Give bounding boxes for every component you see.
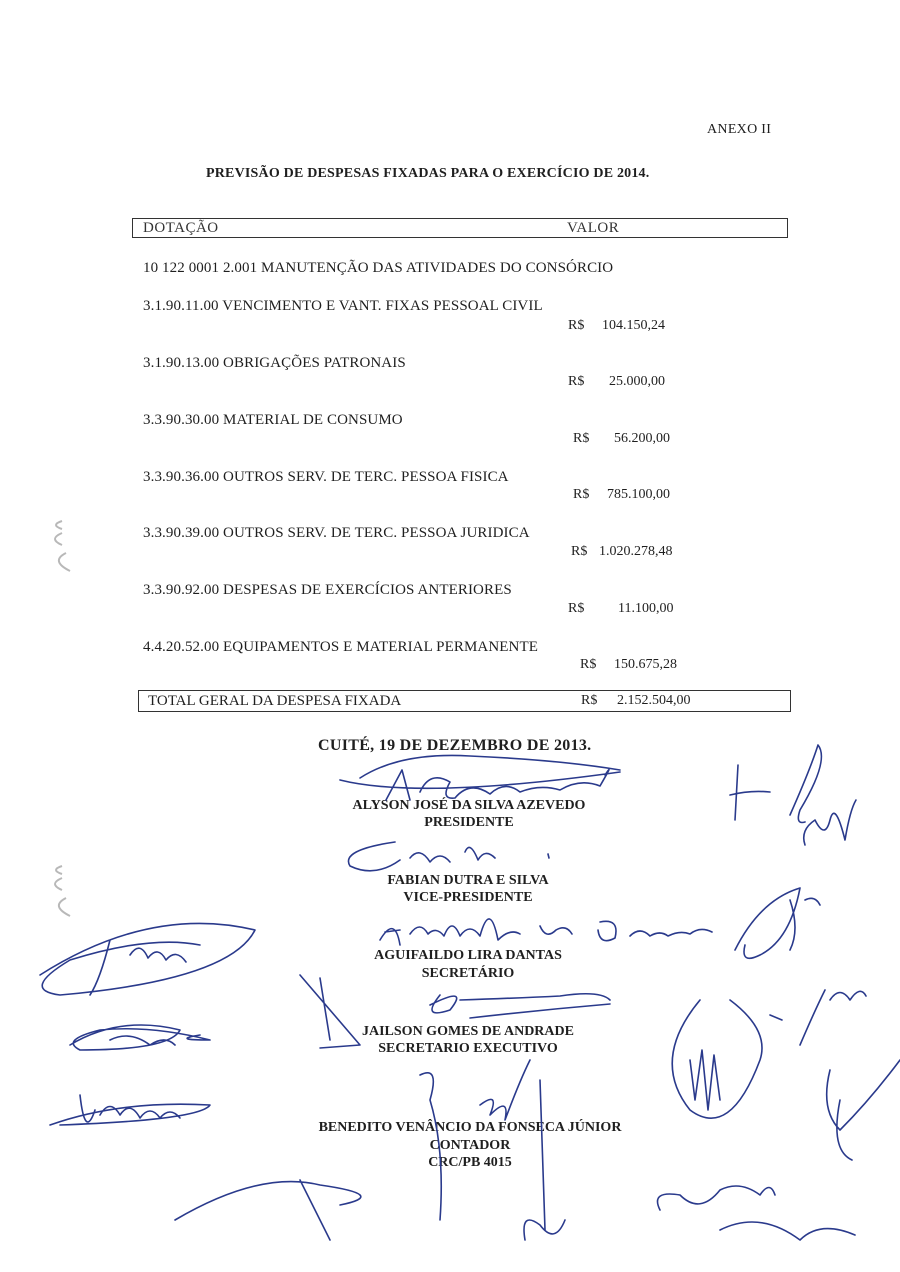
signature-left-4 [175, 1180, 361, 1240]
item-amount: R$ 785.100,00 [573, 487, 670, 502]
total-row [138, 690, 791, 712]
signature-left-2 [70, 1025, 210, 1050]
signature-secretary [380, 919, 712, 945]
item-label: 3.3.90.92.00 DESPESAS DE EXERCÍCIOS ANTERIORES [143, 582, 512, 598]
header-valor: VALOR [567, 220, 620, 236]
document-title: PREVISÃO DE DESPESAS FIXADAS PARA O EXERCÍCIO DE 2014. [206, 166, 650, 181]
punch-hole-mark-bottom [40, 860, 80, 920]
signatory-role: SECRETÁRIO [421, 966, 515, 981]
total-value: 2.152.504,00 [617, 693, 691, 708]
total-label: TOTAL GERAL DA DESPESA FIXADA [148, 693, 402, 709]
item-amount: R$ 25.000,00 [568, 374, 665, 389]
item-value: 150.675,28 [614, 657, 677, 672]
annex-label: ANEXO II [707, 122, 772, 137]
item-label: 4.4.20.52.00 EQUIPAMENTOS E MATERIAL PERMANENTE [143, 639, 538, 655]
item-value: 1.020.278,48 [599, 544, 673, 559]
signature-vice-president [348, 842, 549, 871]
item-amount: R$ 56.200,00 [573, 431, 670, 446]
item-label: 3.3.90.39.00 OUTROS SERV. DE TERC. PESSOA JURIDICA [143, 525, 530, 541]
item-value: 56.200,00 [614, 431, 670, 446]
total-currency: R$ [581, 693, 598, 708]
signature-left-1 [40, 923, 255, 995]
signature-right-1 [730, 745, 821, 823]
signature-right-3 [735, 888, 820, 958]
header-dotacao: DOTAÇÃO [143, 220, 219, 236]
item-value: 25.000,00 [609, 374, 665, 389]
signatory-role: VICE-PRESIDENTE [403, 890, 533, 905]
signatory-name: BENEDITO VENÂNCIO DA FONSECA JÚNIOR [318, 1120, 622, 1135]
item-label: 3.3.90.30.00 MATERIAL DE CONSUMO [143, 412, 403, 428]
item-amount: R$ 150.675,28 [580, 657, 677, 672]
signatory-name: FABIAN DUTRA E SILVA [387, 873, 549, 888]
item-value: 11.100,00 [618, 601, 674, 616]
signatory-registration: CRC/PB 4015 [428, 1155, 512, 1170]
item-label: 3.1.90.11.00 VENCIMENTO E VANT. FIXAS PESSOAL CIVIL [143, 298, 543, 314]
signatory-name: JAILSON GOMES DE ANDRADE [362, 1024, 574, 1039]
signature-right-4 [672, 990, 866, 1118]
item-label: 3.3.90.36.00 OUTROS SERV. DE TERC. PESSOA FISICA [143, 469, 509, 485]
signatory-role: CONTADOR [429, 1138, 511, 1153]
place-date: CUITÉ, 19 DE DEZEMBRO DE 2013. [318, 737, 592, 754]
program-line: 10 122 0001 2.001 MANUTENÇÃO DAS ATIVIDADES DO CONSÓRCIO [143, 260, 614, 276]
signature-right-5 [827, 1060, 900, 1160]
item-amount: R$ 1.020.278,48 [571, 544, 673, 559]
item-amount: R$ 11.100,00 [568, 601, 674, 616]
item-amount: R$ 104.150,24 [568, 318, 665, 333]
table-header [132, 218, 788, 238]
signature-president [340, 755, 620, 800]
signature-right-6 [658, 1186, 856, 1240]
signature-left-3 [50, 1095, 210, 1125]
signatory-role: SECRETARIO EXECUTIVO [378, 1041, 558, 1056]
signatory-name: ALYSON JOSÉ DA SILVA AZEVEDO [352, 798, 586, 813]
punch-hole-mark-top [40, 515, 80, 575]
item-label: 3.1.90.13.00 OBRIGAÇÕES PATRONAIS [143, 355, 406, 371]
item-value: 785.100,00 [607, 487, 670, 502]
item-value: 104.150,24 [602, 318, 665, 333]
signatory-role: PRESIDENTE [424, 815, 514, 830]
signature-right-2 [804, 800, 856, 845]
signatory-name: AGUIFAILDO LIRA DANTAS [374, 948, 562, 963]
